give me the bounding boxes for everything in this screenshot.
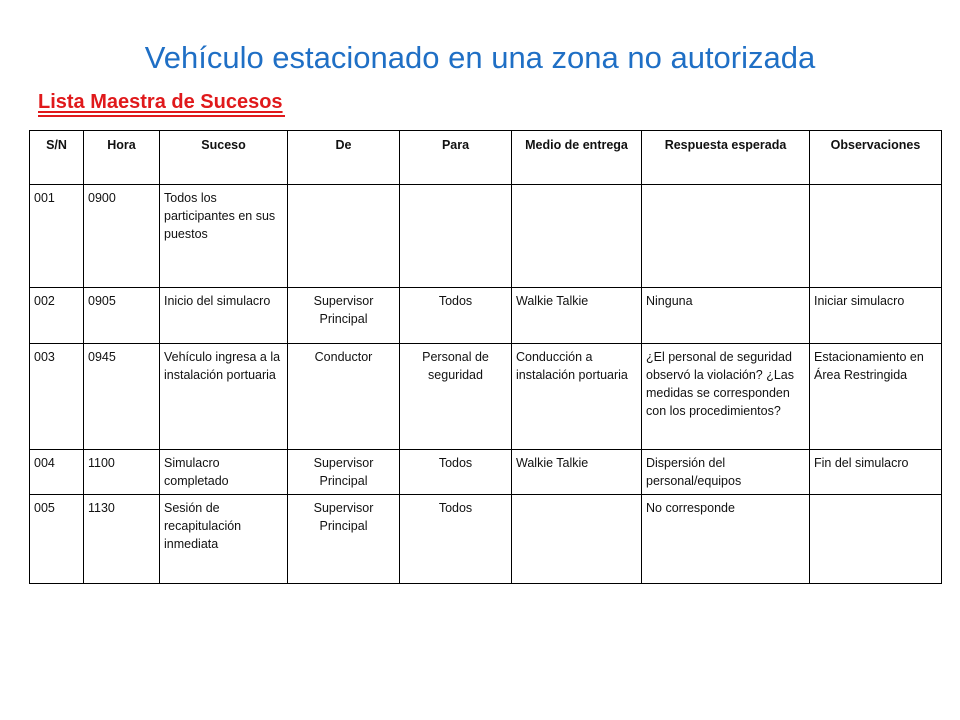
table-row	[30, 288, 942, 344]
events-table	[29, 130, 942, 584]
table-row	[30, 185, 942, 288]
table-cell: Todos	[400, 495, 512, 584]
table-cell: 001	[30, 185, 84, 288]
subtitle: Lista Maestra de Sucesos	[38, 89, 285, 117]
table-cell: Supervisor Principal	[288, 288, 400, 344]
column-header: Medio de entrega	[512, 131, 642, 185]
column-header: S/N	[30, 131, 84, 185]
column-header: Para	[400, 131, 512, 185]
table-row	[30, 344, 942, 450]
table-cell: Supervisor Principal	[288, 495, 400, 584]
table-cell: Todos	[400, 288, 512, 344]
table-cell	[512, 495, 642, 584]
table-cell: Walkie Talkie	[512, 288, 642, 344]
column-header: Suceso	[160, 131, 288, 185]
table-cell: Inicio del simulacro	[160, 288, 288, 344]
table-cell: 0945	[84, 344, 160, 450]
table-cell: 0905	[84, 288, 160, 344]
table-header-row	[30, 131, 942, 185]
table-cell: Walkie Talkie	[512, 450, 642, 495]
table-row	[30, 495, 942, 584]
table-cell: 0900	[84, 185, 160, 288]
column-header: Respuesta esperada	[642, 131, 810, 185]
table-cell	[400, 185, 512, 288]
table-cell: Simulacro completado	[160, 450, 288, 495]
column-header: Hora	[84, 131, 160, 185]
table-cell	[512, 185, 642, 288]
table-cell: Todos	[400, 450, 512, 495]
table-cell	[642, 185, 810, 288]
column-header: De	[288, 131, 400, 185]
column-header: Observaciones	[810, 131, 942, 185]
table-cell: Ninguna	[642, 288, 810, 344]
table-cell: 003	[30, 344, 84, 450]
table-cell	[288, 185, 400, 288]
table-cell: 004	[30, 450, 84, 495]
table-cell: No corresponde	[642, 495, 810, 584]
table-cell	[810, 185, 942, 288]
table-cell: Iniciar simulacro	[810, 288, 942, 344]
table-cell: Conductor	[288, 344, 400, 450]
table-cell: 1100	[84, 450, 160, 495]
table-cell: ¿El personal de seguridad observó la violación? ¿Las medidas se corresponden con los procedimientos?	[642, 344, 810, 450]
table-cell: Todos los participantes en sus puestos	[160, 185, 288, 288]
table-cell: 1130	[84, 495, 160, 584]
table-cell: Personal de seguridad	[400, 344, 512, 450]
table-cell	[810, 495, 942, 584]
page-title: Vehículo estacionado en una zona no autorizada	[144, 40, 816, 75]
table-cell: Supervisor Principal	[288, 450, 400, 495]
table-row	[30, 450, 942, 495]
table-cell: Estacionamiento en Área Restringida	[810, 344, 942, 450]
table-cell: 002	[30, 288, 84, 344]
table-cell: 005	[30, 495, 84, 584]
table-cell: Dispersión del personal/equipos	[642, 450, 810, 495]
table-cell: Sesión de recapitulación inmediata	[160, 495, 288, 584]
table-cell: Vehículo ingresa a la instalación portuaria	[160, 344, 288, 450]
table-cell: Fin del simulacro	[810, 450, 942, 495]
table-cell: Conducción a instalación portuaria	[512, 344, 642, 450]
